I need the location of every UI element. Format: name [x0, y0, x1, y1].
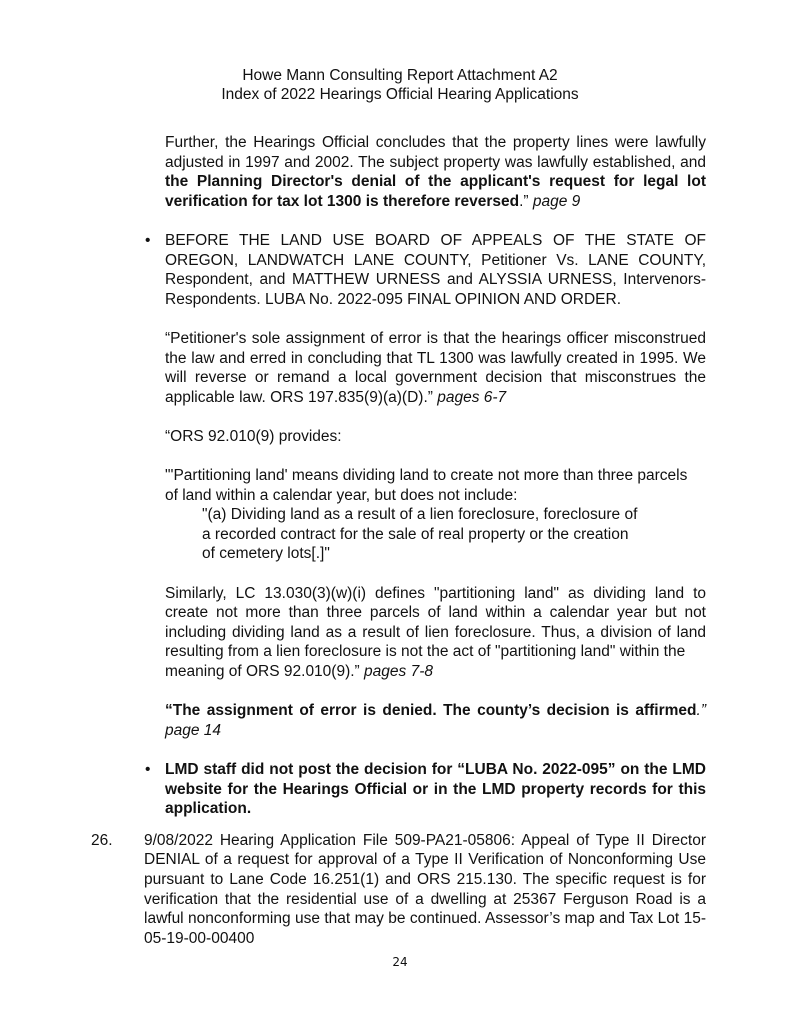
quote-text: resulting from a lien foreclosure is not the act of "partitioning land" within the [165, 643, 686, 661]
page-header [0, 66, 800, 104]
subclause-line: "(a) Dividing land as a result of a lien foreclosure, foreclosure of [202, 506, 638, 524]
conclusion-text: Further, the Hearings Official concludes that the property lines were lawfully adjusted in 1997 and 2002. The subject property was lawfully established, and [165, 134, 706, 171]
decision-line [165, 701, 706, 721]
lane-code-quote [165, 584, 706, 682]
document-body [0, 133, 800, 948]
item-number: 26. [91, 831, 113, 849]
definition-line: "'Partitioning land' means dividing land to create not more than three parcels [165, 467, 688, 485]
header-subtitle: Index of 2022 Hearings Official Hearing Applications [221, 86, 579, 103]
decision-page-line [165, 721, 706, 741]
hearing-application-description: 9/08/2022 Hearing Application File 509-PA21-05806: Appeal of Type II Director DENIAL of a request for approval of a Type II Verification of Nonconforming Use pursuant to Lane Code 16.251(1) and ORS 215.130. The specific request is for verification that the residential use of a dwelling at 25367 Ferguson Road is a lawful nonconforming use that may be continued. Assessor’s map and Tax Lot 15-05-19-00-00400 [144, 831, 706, 947]
page-number: 24 [392, 955, 408, 969]
bullet-icon: • [145, 231, 151, 249]
decision-bold: “The assignment of error is denied. The county’s decision is affirmed [165, 702, 697, 720]
conclusion-bold: the Planning Director's denial of the applicant's request for legal lot verification for tax lot 1300 is therefore reversed [165, 173, 706, 210]
header-title: Howe Mann Consulting Report Attachment A2 [242, 67, 558, 84]
page-reference: pages 7-8 [364, 663, 433, 681]
quote-text: meaning of ORS 92.010(9).” [165, 663, 365, 681]
page-reference: pages 6-7 [437, 388, 507, 406]
lmd-staff-note [165, 760, 706, 819]
ors-definition [165, 466, 706, 564]
subclause-line: a recorded contract for the sale of real property or the creation [202, 525, 629, 543]
quote-text: “Petitioner's sole assignment of error is that the hearings officer misconstrued the law and erred in concluding that TL 1300 was lawfully created in 1995. We will reverse or remand a local government decision that misconstrues the applicable law. ORS 197.835(9)(a)(D).” [165, 329, 706, 406]
luba-decision [165, 701, 706, 740]
ors-quote-intro: “ORS 92.010(9) provides: [165, 427, 342, 445]
luba-quote [165, 329, 706, 407]
quote-text: Similarly, LC 13.030(3)(w)(i) defines "partitioning land" as dividing land to create not more than three parcels of land within a calendar year but not including dividing land as a result of lien foreclosure. Thus, a division of land [165, 584, 706, 641]
definition-subclause [202, 505, 672, 564]
page-reference: page 9 [532, 192, 581, 210]
numbered-item-26 [0, 831, 800, 949]
definition-line: of land within a calendar year, but does not include: [165, 486, 518, 504]
bullet-icon: • [145, 761, 151, 778]
note-bold: LMD staff did not post the decision for “LUBA No. 2022-095” on the LMD website for the Hearings Official or in the LMD property records for this application. [165, 761, 706, 818]
list-item [0, 231, 800, 309]
hearings-official-conclusion [165, 133, 706, 211]
list-item [0, 760, 800, 819]
page-reference: page 14 [165, 721, 222, 739]
conclusion-close: .” [519, 192, 533, 210]
luba-case-title: BEFORE THE LAND USE BOARD OF APPEALS OF THE STATE OF OREGON, LANDWATCH LANE COUNTY, Petitioner Vs. LANE COUNTY, Respondent, and MATTHEW URNESS and ALYSSIA URNESS, Intervenors-Respondents. LUBA No. 2022-095 FINAL OPINION AND ORDER. [165, 231, 706, 308]
subclause-line: of cemetery lots[.]" [202, 545, 330, 563]
decision-close: .” [696, 702, 706, 720]
quote-text-end [165, 662, 706, 682]
